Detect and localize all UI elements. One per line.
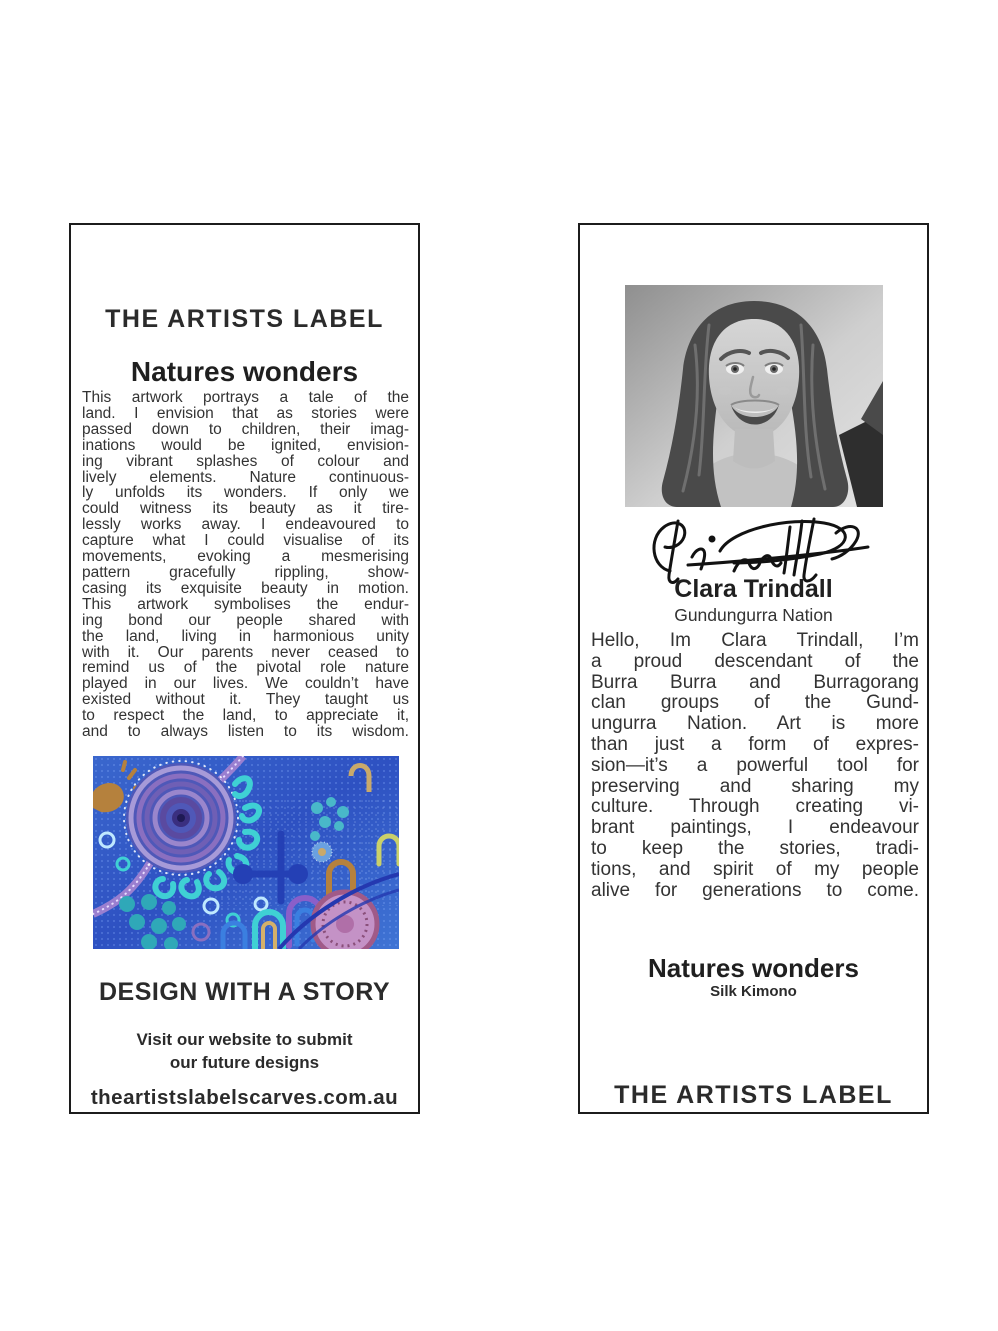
paragraph-line: land. I envision that as stories were: [82, 404, 409, 422]
paragraph-line: ing vibrant splashes of colour and: [82, 452, 409, 470]
artist-photo: [625, 285, 883, 507]
paragraph-line: preserving and sharing my: [591, 775, 919, 797]
paragraph-line: and to always listen to its wisdom.: [82, 723, 409, 741]
paragraph-line: ing bond our people shared with: [82, 611, 409, 629]
brand-title: THE ARTISTS LABEL: [105, 305, 384, 333]
tagline: DESIGN WITH A STORY: [99, 978, 390, 1006]
paragraph-line: pattern gracefully rippling, show-: [82, 563, 409, 581]
paragraph-line: Hello, Im Clara Trindall, I’m: [591, 630, 919, 651]
paragraph-line: ungurra Nation. Art is more: [591, 713, 919, 735]
paragraph-line: to keep the stories, tradi-: [591, 837, 919, 859]
paragraph-line: than just a form of expres-: [591, 733, 919, 755]
paragraph-line: existed without it. They taught us: [82, 691, 409, 709]
paragraph-line: a proud descendant of the: [591, 650, 919, 672]
paragraph-line: clan groups of the Gund-: [591, 692, 919, 714]
paragraph-line: could witness its beauty as it tire-: [82, 500, 409, 518]
cta-line-2: our future designs: [169, 1053, 320, 1072]
website-url: theartistslabelscarves.com.au: [90, 1086, 399, 1109]
artist-name: Clara Trindall: [674, 575, 833, 603]
cta-line-1: Visit our website to submit: [136, 1030, 353, 1049]
paragraph-line: brant paintings, I endeavour: [591, 817, 919, 839]
right-tag-card: [578, 223, 929, 1114]
artwork-story-paragraph: [82, 390, 409, 740]
paragraph-line: played in our lives. We couldn’t have: [82, 675, 409, 693]
product-type: Silk Kimono: [710, 983, 797, 1000]
paragraph-line: to respect the land, to appreciate it,: [82, 707, 409, 725]
paragraph-line: capture what I could visualise of its: [82, 532, 409, 550]
design-title: Natures wonders: [648, 953, 859, 983]
paragraph-line: lessly works away. I endeavoured to: [82, 516, 409, 534]
brand-title: THE ARTISTS LABEL: [614, 1081, 893, 1109]
paragraph-line: This artwork portrays a tale of the: [82, 389, 409, 406]
paragraph-line: the land, living in harmonious unity: [82, 627, 409, 645]
artwork-image: [93, 756, 399, 949]
paragraph-line: tions, and spirit of my people: [591, 858, 919, 880]
paragraph-line: lively elements. Nature continuous-: [82, 468, 409, 486]
paragraph-line: with it. Our parents never ceased to: [82, 643, 409, 661]
paragraph-line: passed down to children, their imag-: [82, 420, 409, 438]
paragraph-line: alive for generations to come.: [591, 879, 919, 901]
paragraph-line: culture. Through creating vi-: [591, 796, 919, 818]
paragraph-line: remind us of the pivotal role nature: [82, 659, 409, 677]
left-tag-card: [69, 223, 420, 1114]
artist-bio-paragraph: [591, 631, 919, 901]
paragraph-line: inations would be ignited, envision-: [82, 436, 409, 454]
cta-text: [71, 1028, 418, 1074]
paragraph-line: Burra Burra and Burragorang: [591, 671, 919, 693]
paragraph-line: sion—it’s a powerful tool for: [591, 754, 919, 776]
design-title: Natures wonders: [130, 356, 359, 387]
paragraph-line: casing its exquisite beauty in motion.: [82, 579, 409, 597]
artist-nation: Gundungurra Nation: [674, 605, 833, 625]
paragraph-line: movements, evoking a mesmerising: [82, 548, 409, 566]
paragraph-line: This artwork symbolises the endur-: [82, 595, 409, 613]
paragraph-line: ly unfolds its wonders. If only we: [82, 484, 409, 502]
